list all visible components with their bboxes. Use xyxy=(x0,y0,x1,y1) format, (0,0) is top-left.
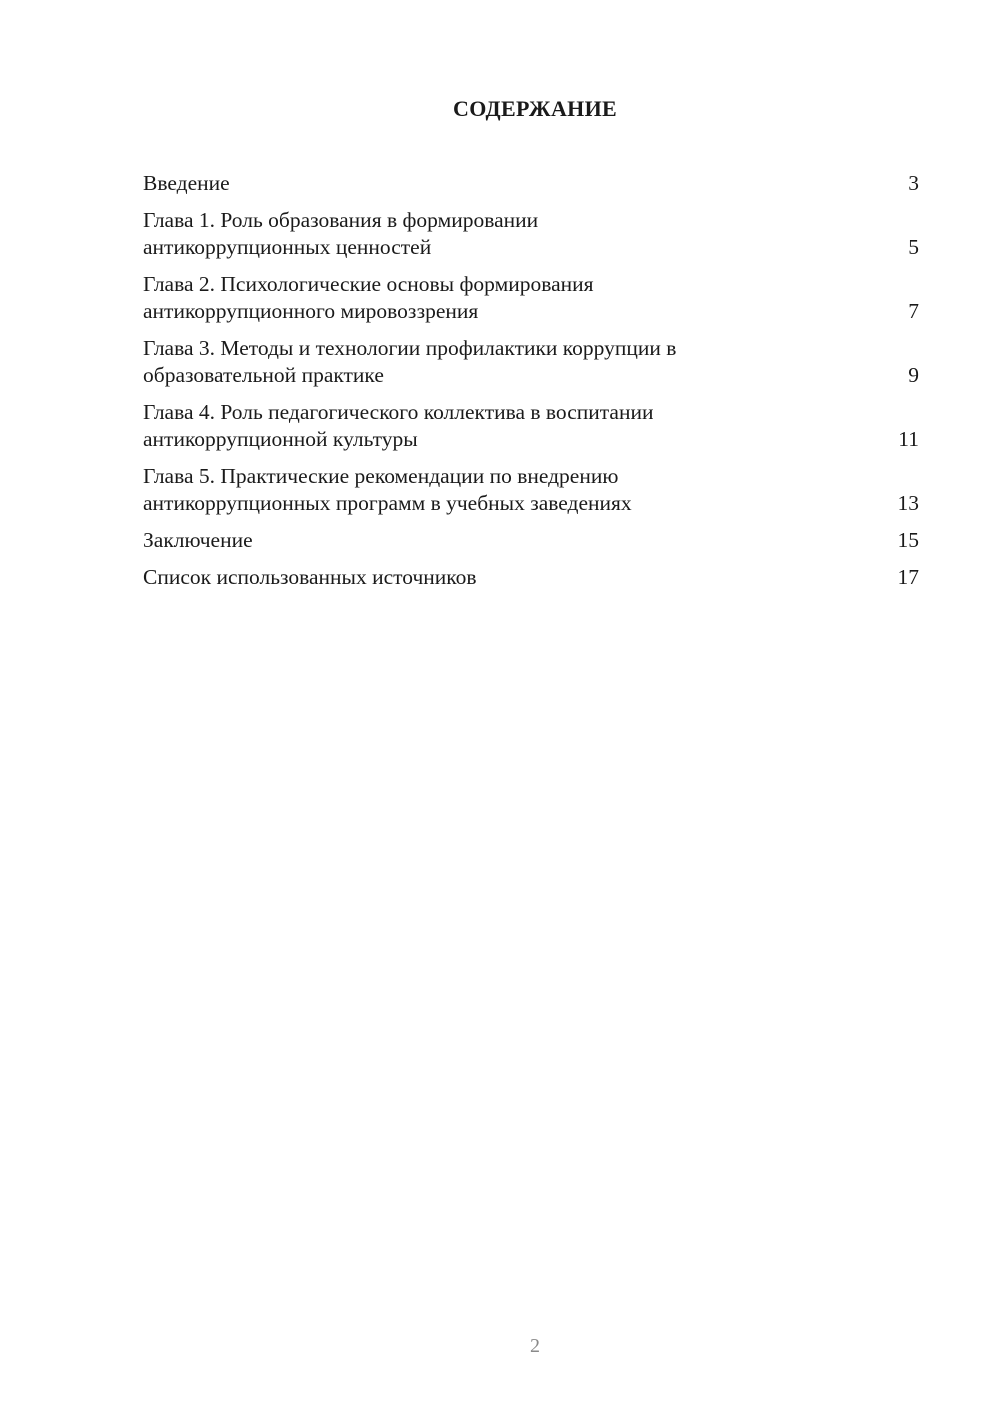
toc-entry-line: антикоррупционных программ в учебных заведениях xyxy=(143,491,632,515)
toc-entry-line: Введение xyxy=(143,171,230,195)
toc-entry-line: Глава 2. Психологические основы формирования xyxy=(143,272,594,296)
toc-entry-chapter-2 xyxy=(143,271,919,325)
toc-entry-conclusion xyxy=(143,527,919,554)
toc-entry-references xyxy=(143,564,919,591)
footer-page-number: 2 xyxy=(530,1335,540,1357)
toc-entry-chapter-3 xyxy=(143,335,919,389)
table-of-contents xyxy=(143,170,919,601)
toc-entry-title xyxy=(143,564,889,591)
toc-entry-line: Глава 5. Практические рекомендации по внедрению xyxy=(143,464,619,488)
page-title: СОДЕРЖАНИЕ xyxy=(453,96,617,121)
toc-entry-page-number: 13 xyxy=(897,491,919,515)
toc-entry-chapter-5 xyxy=(143,463,919,517)
toc-entry-title xyxy=(143,463,889,517)
toc-entry-page-number: 11 xyxy=(898,427,919,451)
toc-entry-line: образовательной практике xyxy=(143,363,384,387)
toc-entry-page-number: 9 xyxy=(908,363,919,387)
toc-entry-title xyxy=(143,527,889,554)
toc-entry-line: Глава 1. Роль образования в формировании xyxy=(143,208,539,232)
toc-entry-line: антикоррупционной культуры xyxy=(143,427,418,451)
toc-entry-line: Глава 4. Роль педагогического коллектива в воспитании xyxy=(143,400,654,424)
toc-entry-line: Глава 3. Методы и технологии профилактики коррупции в xyxy=(143,336,677,360)
toc-entry-chapter-1 xyxy=(143,207,919,261)
toc-entry-title xyxy=(143,170,889,197)
toc-entry-title xyxy=(143,399,889,453)
toc-entry-page-number: 5 xyxy=(908,235,919,259)
toc-entry-title xyxy=(143,271,889,325)
toc-entry-chapter-4 xyxy=(143,399,919,453)
toc-entry-page-number: 3 xyxy=(908,171,919,195)
toc-entry-line: Список использованных источников xyxy=(143,565,477,589)
toc-entry-page-number: 15 xyxy=(897,528,919,552)
toc-entry-line: антикоррупционных ценностей xyxy=(143,235,432,259)
toc-entry-title xyxy=(143,207,889,261)
toc-entry-page-number: 7 xyxy=(908,299,919,323)
toc-entry-line: Заключение xyxy=(143,528,253,552)
toc-entry-page-number: 17 xyxy=(897,565,919,589)
toc-entry-line: антикоррупционного мировоззрения xyxy=(143,299,479,323)
toc-entry-introduction xyxy=(143,170,919,197)
toc-entry-title xyxy=(143,335,889,389)
